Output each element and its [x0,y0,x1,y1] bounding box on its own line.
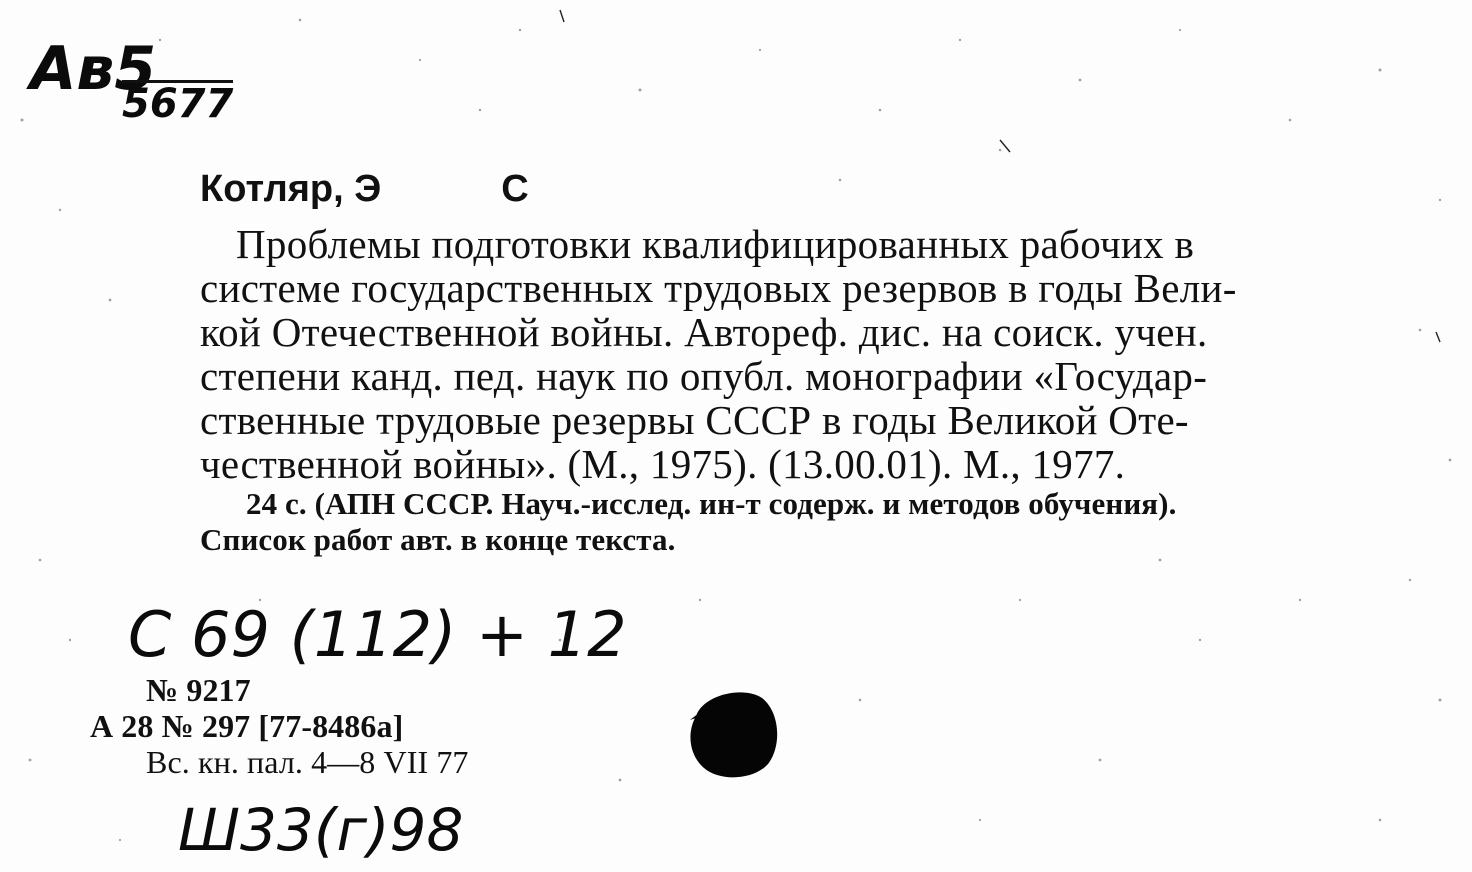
record-number: № 9217 [146,672,251,708]
description-line-2: системе государственных трудовых резервов в годы Вели- [200,265,1237,311]
print-imprint: Вс. кн. пал. 4—8 VII 77 [146,744,469,780]
handwritten-shelf-number: 5677 [122,81,234,127]
handwritten-bottom-code: Ш33(г)98 [178,796,464,864]
description-line-3: кой Отечественной войны. Автореф. дис. на соиск. учен. [200,309,1208,355]
author-second-initial: С [501,168,529,210]
author-heading [200,168,529,211]
catalog-number: А 28 № 297 [77-8486а] [90,708,404,744]
handwritten-classification: С 69 (112) + 12 [128,598,627,671]
bibliography-note: Список работ авт. в конце текста. [200,522,676,557]
author-surname: Котляр, Э [200,168,382,210]
collation-note: 24 с. (АПН СССР. Науч.-исслед. ин-т содерж. и методов обучения). [246,486,1177,521]
description-line-4: степени канд. пед. наук по опубл. монографии «Государ- [200,353,1208,399]
description-line-5: ственные трудовые резервы СССР в годы Великой Оте- [200,397,1189,443]
handwritten-shelfmark: Aв5 [30,34,157,104]
description-line-6: чественной войны». (М., 1975). (13.00.01). М., 1977. [200,441,1126,487]
description-line-1: Проблемы подготовки квалифицированных рабочих в [236,221,1195,267]
ink-blot [684,686,782,782]
